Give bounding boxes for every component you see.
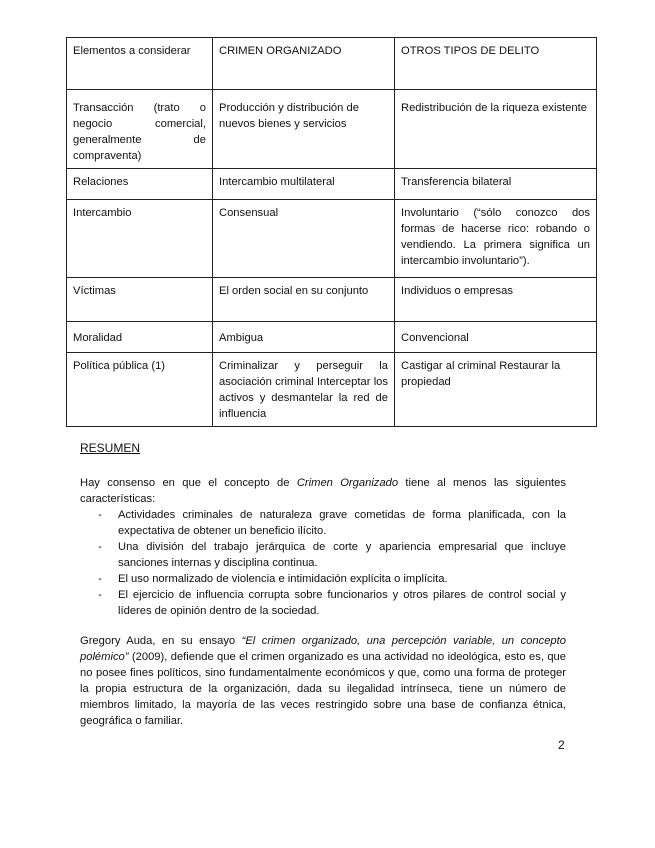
table-cell: Relaciones (67, 169, 213, 200)
table-cell: Convencional (395, 322, 597, 353)
table-cell: Redistribución de la riqueza existente (395, 90, 597, 169)
paragraph-text-end: (2009), defiende que el crimen organizado es una actividad no ideológica, esto es, que no posee fines políticos, sino fundamentalmente económicos y que, como una forma de proteger la propia estructura de la organización, dada su ilegalidad intrínseca, tiene un número de miembros limitado, la mayoría de las veces restringido sobre una base de confianza étnica, geográfica o familiar. (80, 651, 566, 727)
table-header-row (67, 38, 597, 90)
table-row (67, 200, 597, 278)
intro-text-end: tiene al menos las siguientes características: (80, 477, 566, 505)
list-item (80, 571, 566, 587)
comparison-table (66, 37, 597, 427)
table-row (67, 322, 597, 353)
paragraph-text: Gregory Auda, en su ensayo (80, 635, 242, 647)
table-cell: El orden social en su conjunto (213, 278, 395, 322)
list-item (80, 507, 566, 539)
page-number: 2 (558, 738, 565, 752)
table-cell: Moralidad (67, 322, 213, 353)
table-cell: Individuos o empresas (395, 278, 597, 322)
table-cell: Transacción (trato o negocio comercial, generalmente de compraventa) (67, 90, 213, 169)
list-item-text: El ejercicio de influencia corrupta sobre funcionarios y otros pilares de control social y líderes de opinión dentro de la sociedad. (118, 589, 566, 617)
table-cell: Involuntario (“sólo conozco dos formas de hacerse rico: robando o vendiendo. La primera significa un intercambio involuntario”). (395, 200, 597, 278)
dash-bullet: - (98, 573, 102, 585)
intro-text: Hay consenso en que el concepto de (80, 477, 297, 489)
table-cell: Castigar al criminal Restaurar la propiedad (395, 353, 597, 427)
table-cell: Víctimas (67, 278, 213, 322)
table-cell: Ambigua (213, 322, 395, 353)
summary-heading: RESUMEN (80, 441, 141, 455)
table-header-cell: Elementos a considerar (67, 38, 213, 90)
table-row (67, 353, 597, 427)
table-cell: Intercambio multilateral (213, 169, 395, 200)
table-header-cell: CRIMEN ORGANIZADO (213, 38, 395, 90)
list-item (80, 539, 566, 571)
intro-emphasis: Crimen Organizado (296, 477, 399, 489)
table-cell: Criminalizar y perseguir la asociación criminal Interceptar los activos y desmantelar la red de influencia (213, 353, 395, 427)
table-row (67, 90, 597, 169)
table-header-cell: OTROS TIPOS DE DELITO (395, 38, 597, 90)
characteristics-list (80, 507, 566, 619)
essay-title: “El crimen organizado, una percepción variable, un concepto polémico” (80, 635, 566, 663)
auda-paragraph (80, 633, 566, 729)
table-cell: Transferencia bilateral (395, 169, 597, 200)
list-item (80, 587, 566, 619)
table-row (67, 278, 597, 322)
intro-paragraph (80, 475, 566, 507)
list-item-text: Una división del trabajo jerárquica de corte y apariencia empresarial que incluye sanciones internas y disciplina continua. (118, 541, 566, 569)
table-cell: Producción y distribución de nuevos bienes y servicios (213, 90, 395, 169)
list-item-text: Actividades criminales de naturaleza grave cometidas de forma planificada, con la expectativa de obtener un beneficio ilícito. (118, 509, 566, 537)
table-cell: Intercambio (67, 200, 213, 278)
summary-section (80, 475, 566, 619)
dash-bullet: - (98, 541, 102, 553)
table-cell: Consensual (213, 200, 395, 278)
table-cell: Política pública (1) (67, 353, 213, 427)
auda-paragraph-block (80, 633, 566, 729)
list-item-text: El uso normalizado de violencia e intimidación explícita o implícita. (118, 573, 448, 585)
dash-bullet: - (98, 589, 102, 601)
table-row (67, 169, 597, 200)
dash-bullet: - (98, 509, 102, 521)
